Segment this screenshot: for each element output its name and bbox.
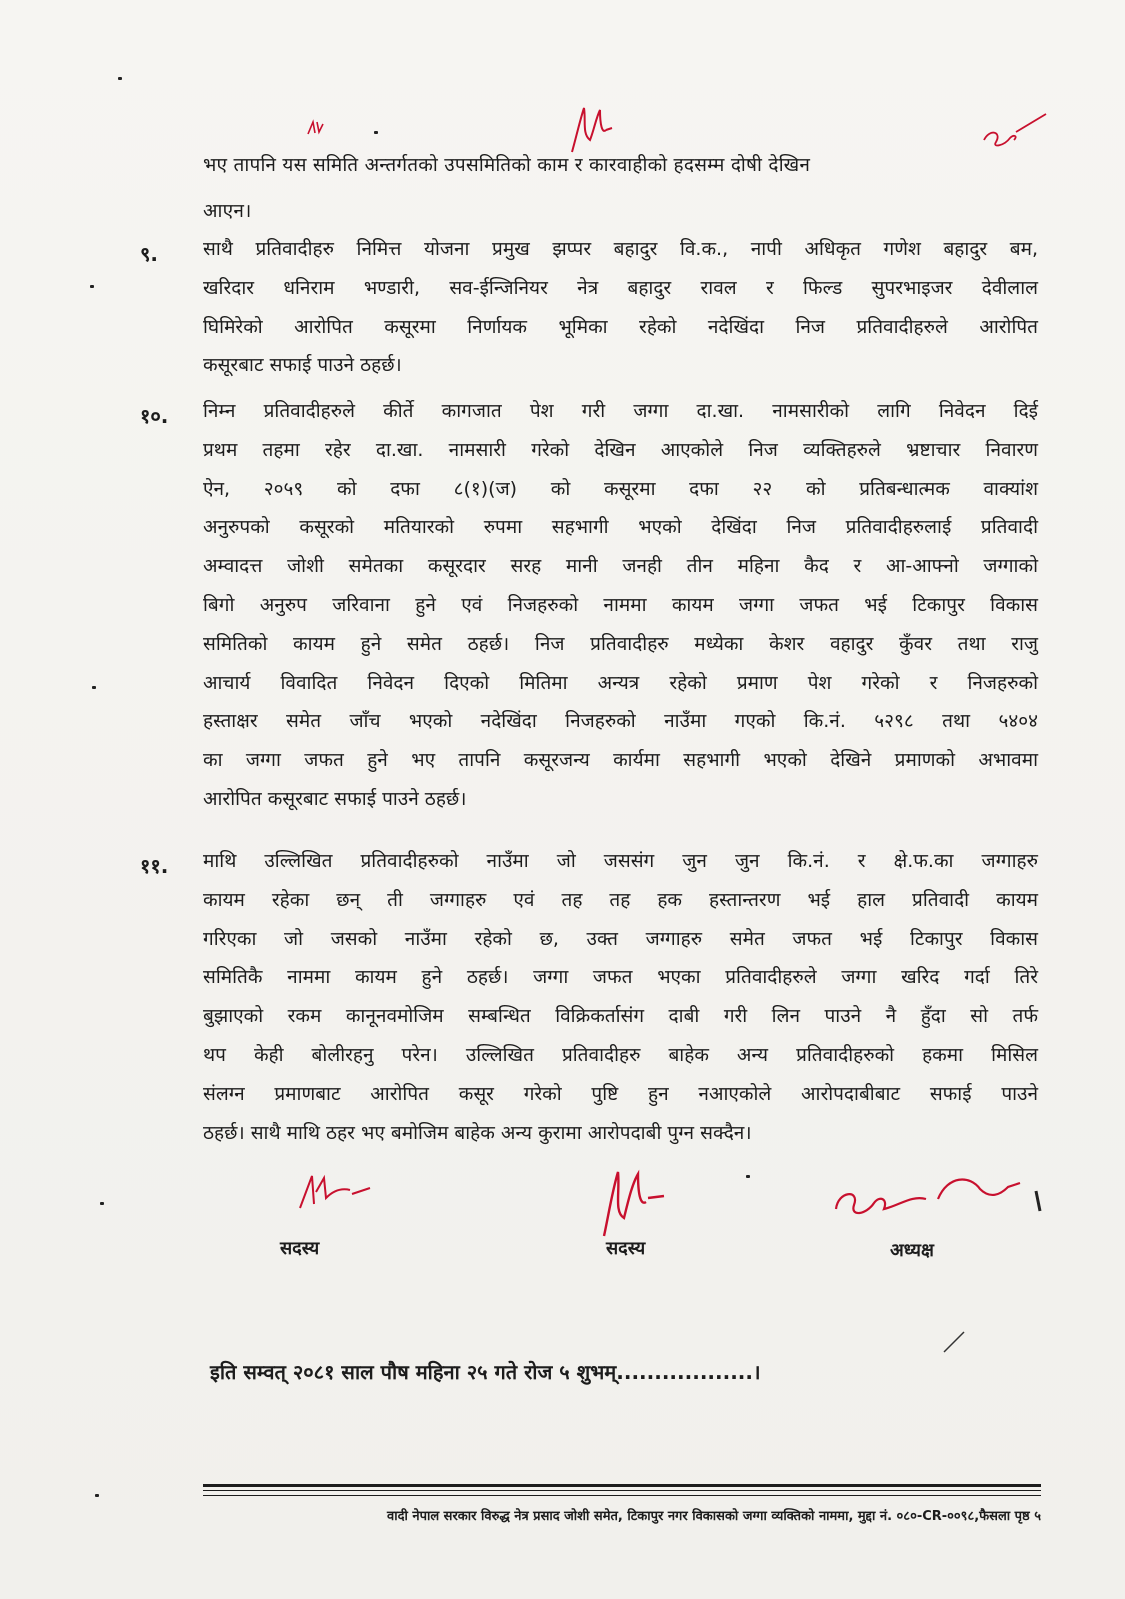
scan-speck (95, 1494, 99, 1497)
intro-line-2: आएन। (203, 200, 252, 222)
member-2-label: सदस्य (606, 1238, 646, 1259)
paragraph-10 (203, 392, 1038, 819)
paragraph-9 (203, 230, 1038, 385)
date-line: इति सम्वत् २०८१ साल पौष महिना २५ गते रोज ५ शुभम्..................। (210, 1360, 761, 1384)
chair-signature (830, 1165, 1050, 1235)
paragraph-line: बिगो अनुरुप जरिवाना हुने एवं निजहरुको नाममा कायम जग्गा जफत भई टिकापुर विकास (203, 593, 1038, 616)
paragraph-line: हस्ताक्षर समेत जाँच भएको नदेखिंदा निजहरुको नाउँमा गएको कि.नं. ५२९८ तथा ५४०४ (203, 710, 1038, 733)
paragraph-line: प्रथम तहमा रहेर दा.खा. नामसारी गरेको देखिन आएकोले निज व्यक्तिहरुले भ्रष्टाचार निवारण (203, 438, 1038, 461)
paragraph-line: घिमिरेको आरोपित कसूरमा निर्णायक भूमिका रहेको नदेखिंदा निज प्रतिवादीहरुले आरोपित (203, 315, 1038, 338)
paragraph-line: आरोपित कसूरबाट सफाई पाउने ठहर्छ। (203, 787, 467, 810)
footer-rule-bottom (203, 1495, 1041, 1496)
paragraph-line: अनुरुपको कसूरको मतियारको रुपमा सहभागी भएको देखिंदा निज प्रतिवादीहरुलाई प्रतिवादी (203, 516, 1038, 539)
paragraph-number-9: ९. (140, 242, 158, 266)
footer-case-reference: वादी नेपाल सरकार विरुद्ध नेत्र प्रसाद जोशी समेत, टिकापुर नगर विकासको जग्गा व्यक्तिको नाममा, मुद्दा नं. ०८०-CR-००९८,फैसला पृष्ठ ५ (386, 1509, 1041, 1524)
member-1-label: सदस्य (280, 1238, 320, 1259)
paragraph-line: कायम रहेका छन् ती जग्गाहरु एवं तह तह हक हस्तान्तरण भई हाल प्रतिवादी कायम (203, 888, 1038, 911)
paragraph-line: का जग्गा जफत हुने भए तापनि कसूरजन्य कार्यमा सहभागी भएको देखिने प्रमाणको अभावमा (203, 749, 1038, 772)
paragraph-line: ठहर्छ। साथै माथि ठहर भए बमोजिम बाहेक अन्य कुरामा आरोपदाबी पुग्न सक्दैन। (203, 1121, 752, 1144)
footer-rule-top (203, 1484, 1041, 1487)
scan-speck (746, 1175, 750, 1178)
scan-speck (90, 285, 94, 288)
pen-stroke-mark (940, 1326, 970, 1356)
paragraph-line: समितिको कायम हुने समेत ठहर्छ। निज प्रतिवादीहरु मध्येका केशर वहादुर कुँवर तथा राजु (203, 632, 1038, 655)
scan-speck (100, 1202, 104, 1205)
paragraph-line: बुझाएको रकम कानूनवमोजिम सम्बन्धित विक्रिकर्तासंग दाबी गरी लिन पाउने नै हुँदा सो तर्फ (203, 1005, 1038, 1028)
paragraph-number-10: १०. (140, 404, 169, 428)
footer-rule-middle (203, 1490, 1041, 1491)
paragraph-line: गरिएका जो जसको नाउँमा रहेको छ, उक्त जग्गाहरु समेत जफत भई टिकापुर विकास (203, 927, 1038, 950)
paragraph-line: कसूरबाट सफाई पाउने ठहर्छ। (203, 354, 402, 377)
scan-speck (92, 686, 96, 689)
paragraph-line: संलग्न प्रमाणबाट आरोपित कसूर गरेको पुष्टि हुन नआएकोले आरोपदाबीबाट सफाई पाउने (203, 1082, 1038, 1105)
paragraph-line: साथै प्रतिवादीहरु निमित्त योजना प्रमुख झप्पर बहादुर वि.क., नापी अधिकृत गणेश बहादुर बम, (203, 238, 1038, 260)
chair-label: अध्यक्ष (890, 1240, 934, 1261)
paragraph-line: माथि उल्लिखित प्रतिवादीहरुको नाउँमा जो जससंग जुन जुन कि.नं. र क्षे.फ.का जग्गाहरु (203, 850, 1038, 872)
paragraph-line: आचार्य विवादित निवेदन दिएको मितिमा अन्यत्र रहेको प्रमाण पेश गरेको र निजहरुको (203, 671, 1038, 694)
scan-speck (118, 77, 122, 80)
paragraph-number-11: ११. (140, 854, 169, 878)
paragraph-line: खरिदार धनिराम भण्डारी, सव-ईन्जिनियर नेत्र बहादुर रावल र फिल्ड सुपरभाइजर देवीलाल (203, 276, 1038, 299)
paragraph-line: अम्वादत्त जोशी समेतका कसूरदार सरह मानी जनही तीन महिना कैद र आ-आफ्नो जग्गाको (203, 555, 1038, 578)
paragraph-line: थप केही बोलीरहनु परेन। उल्लिखित प्रतिवादीहरु बाहेक अन्य प्रतिवादीहरुको हकमा मिसिल (203, 1043, 1038, 1066)
initials-mark-1 (305, 118, 333, 140)
scan-speck (374, 131, 378, 134)
intro-line-1: भए तापनि यस समिति अन्तर्गतको उपसमितिको काम र कारवाहीको हदसम्म दोषी देखिन (203, 154, 811, 176)
member-1-signature (290, 1168, 380, 1218)
paragraph-line: ऐन, २०५९ को दफा ८(१)(ज) को कसूरमा दफा २२ को प्रतिबन्धात्मक वाक्यांश (203, 477, 1038, 500)
paragraph-line: निम्न प्रतिवादीहरुले कीर्ते कागजात पेश गरी जग्गा दा.खा. नामसारीको लागि निवेदन दिई (203, 400, 1038, 422)
paragraph-line: समितिकै नाममा कायम हुने ठहर्छ। जग्गा जफत भएका प्रतिवादीहरुले जग्गा खरिद गर्दा तिरे (203, 966, 1038, 989)
paragraph-11 (203, 842, 1038, 1152)
member-2-signature (590, 1158, 680, 1248)
